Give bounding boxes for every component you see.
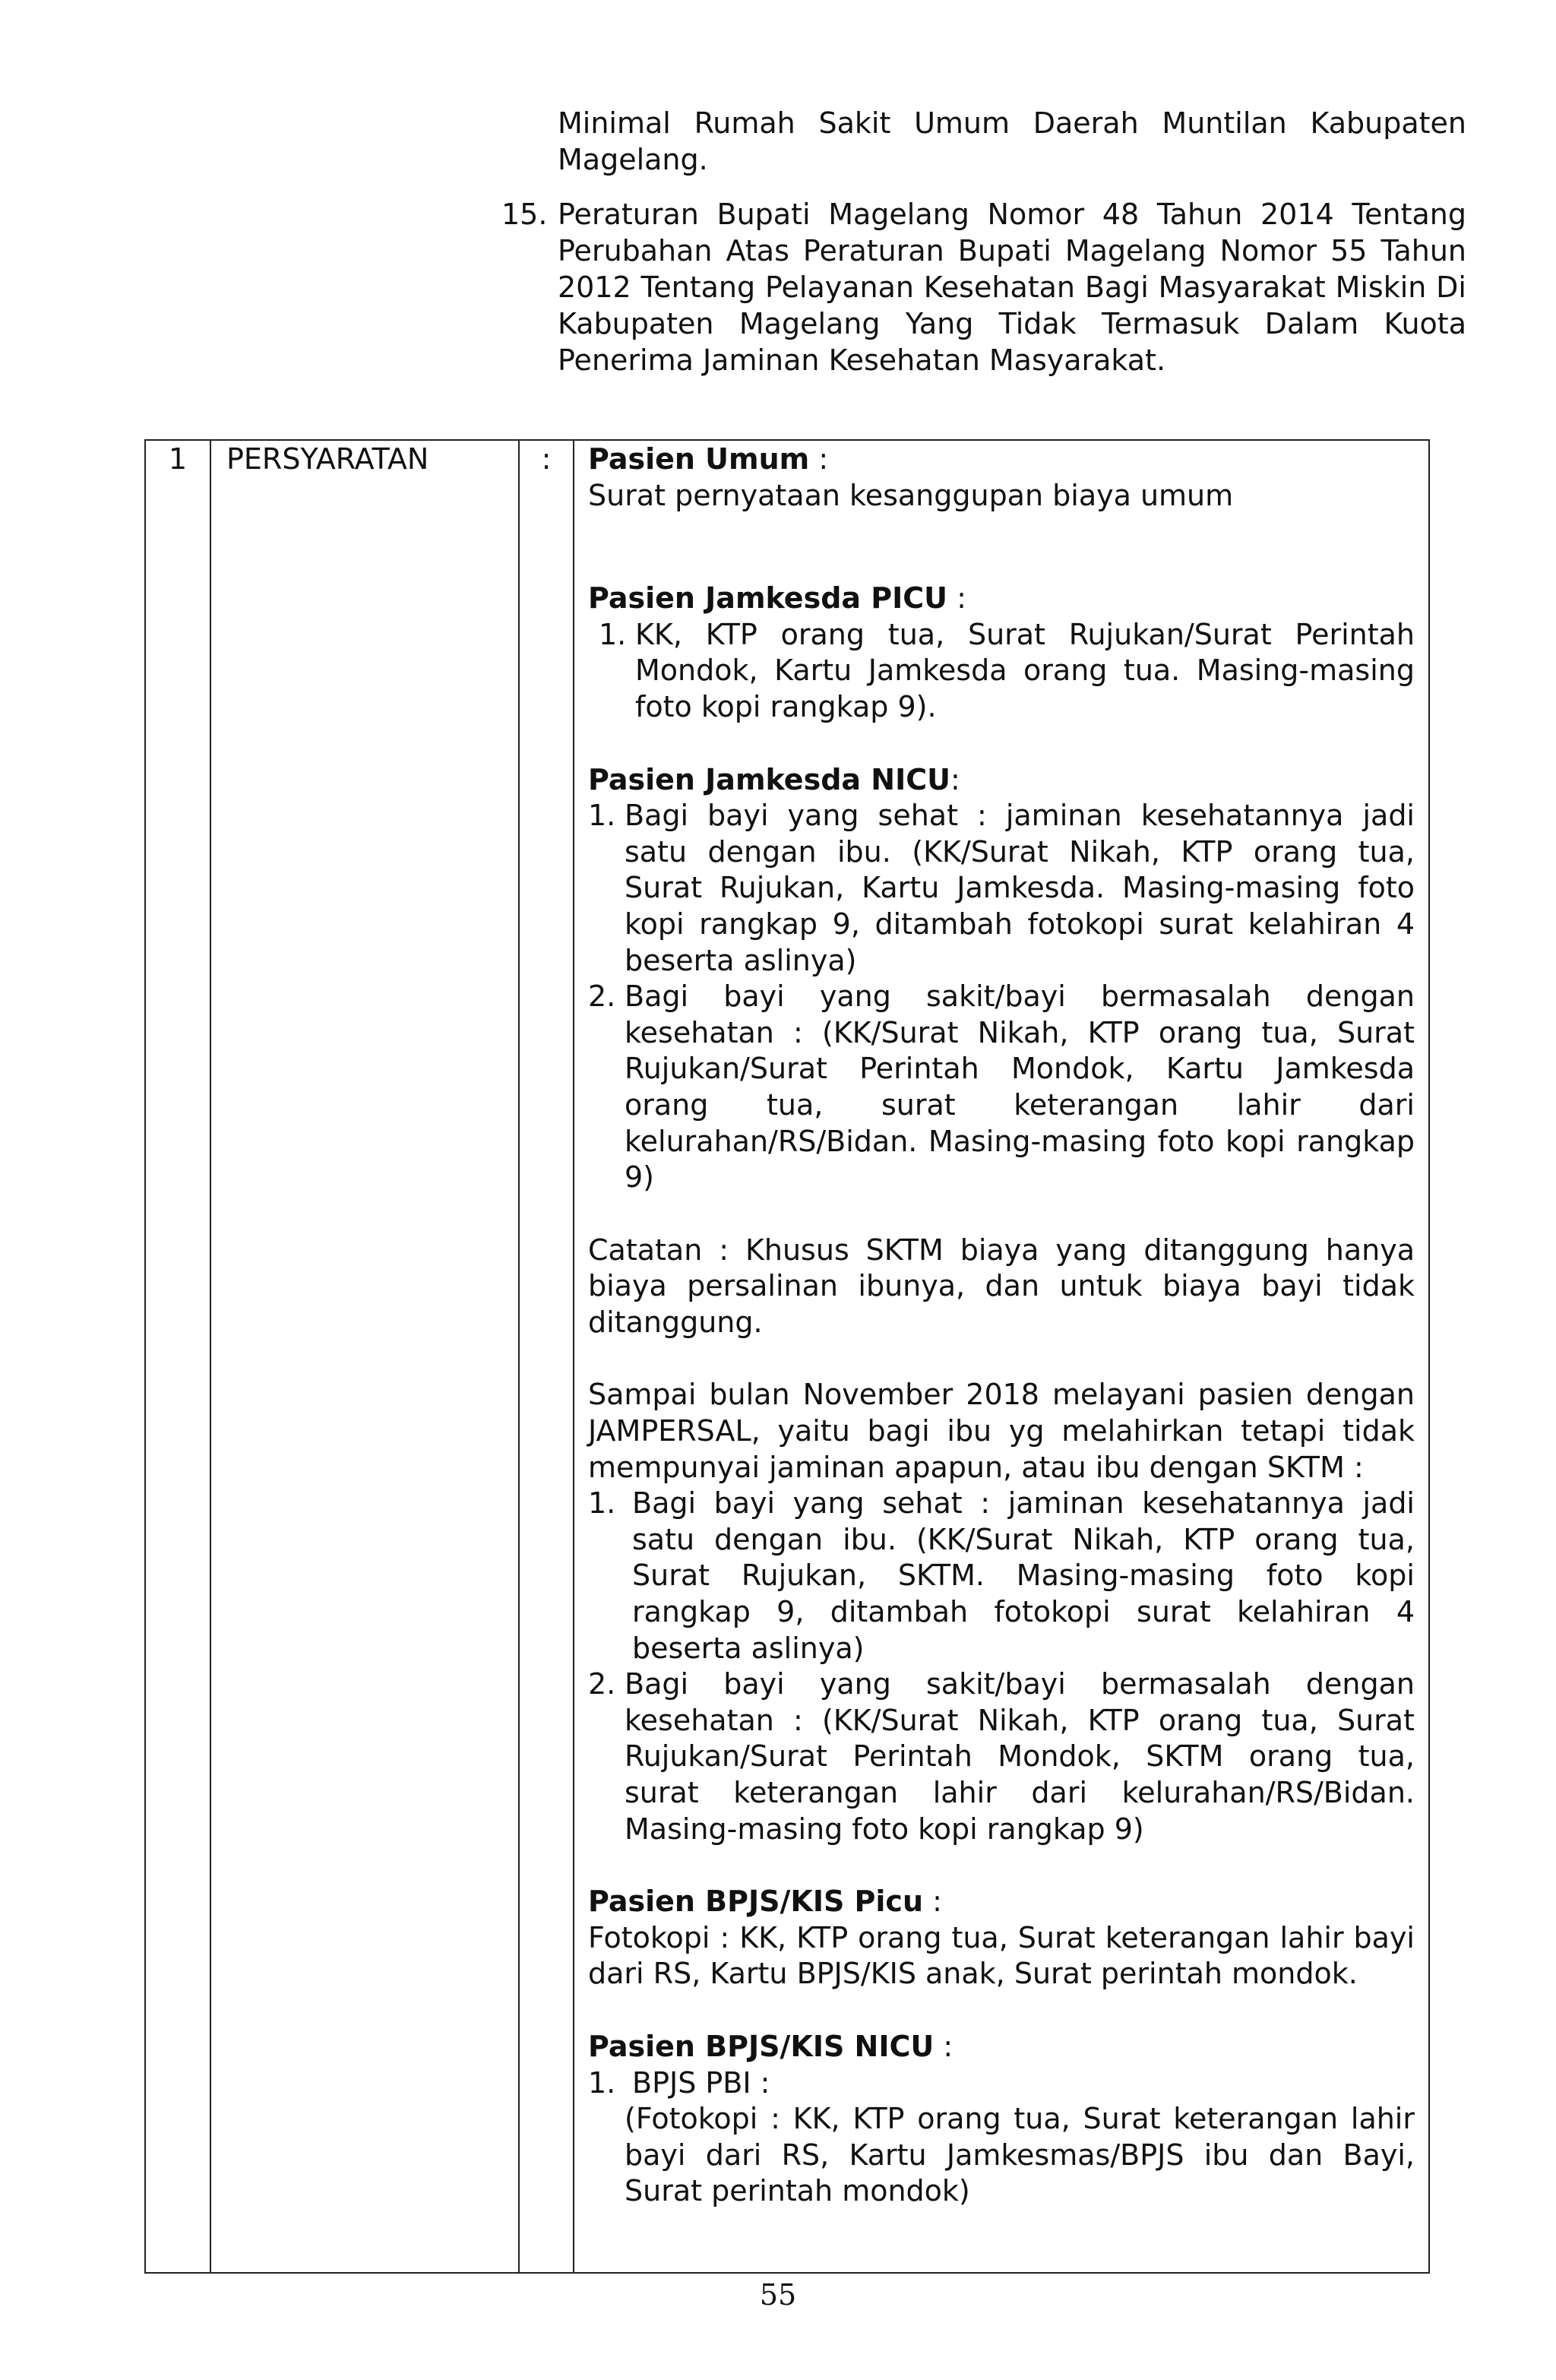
spacer [588, 1992, 1415, 2029]
list-item [588, 979, 1415, 1196]
bpjs-picu-section [588, 1884, 1415, 1992]
row-content-cell [574, 440, 1429, 2273]
list-item-number: 1. [588, 2065, 616, 2100]
requirements-table [144, 439, 1430, 2274]
jampersal-intro: Sampai bulan November 2018 melayani pasien dengan JAMPERSAL, yaitu bagi ibu yg melahirkan tetapi tidak mempunyai jaminan apapun, atau ibu dengan SKTM : [588, 1378, 1415, 1484]
list-item-number: 1. [588, 1486, 616, 1521]
list-item-text: Bagi bayi yang sehat : jaminan kesehatannya jadi satu dengan ibu. (KK/Surat Nikah, KTP orang tua, Surat Rujukan, Kartu Jamkesda. Masing-masing foto kopi rangkap 9, ditambah fotokopi surat kelahiran 4 beserta aslinya) [625, 799, 1415, 977]
list-item [588, 1486, 1415, 1666]
nicu-colon: : [950, 762, 960, 796]
list-item-text: Bagi bayi yang sakit/bayi bermasalah dengan kesehatan : (KK/Surat Nikah, KTP orang tua, Surat Rujukan/Surat Perintah Mondok, Kartu Jamkesda orang tua, surat keterangan lahir dari kelurahan/RS/Bidan. Masing-masing foto kopi rangkap 9) [625, 980, 1415, 1195]
bpjs-nicu-heading: Pasien BPJS/KIS NICU [588, 2029, 935, 2063]
jampersal-section [588, 1377, 1415, 1847]
list-item-text: KK, KTP orang tua, Surat Rujukan/Surat Perintah Mondok, Kartu Jamkesda orang tua. Masing-masing foto kopi rangkap 9). [635, 617, 1415, 723]
nicu-list [588, 798, 1415, 1196]
preamble-continued-text: Minimal Rumah Sakit Umum Daerah Muntilan Kabupaten Magelang. [558, 106, 1466, 176]
row-label-cell [210, 440, 519, 2273]
row-label: PERSYARATAN [226, 442, 429, 476]
row-separator: : [541, 442, 552, 476]
list-item-number: 2. [588, 980, 616, 1014]
bpjs-nicu-colon: : [934, 2029, 954, 2063]
list-item [588, 798, 1415, 979]
preamble-item-15-number: 15. [501, 198, 548, 231]
spacer [588, 514, 1415, 581]
umum-heading: Pasien Umum [588, 442, 810, 476]
spacer [588, 1196, 1415, 1233]
list-item-label: BPJS PBI : [632, 2065, 770, 2100]
list-item-number: 1. [588, 799, 616, 833]
spacer [588, 1847, 1415, 1884]
table-row [145, 440, 1429, 2273]
row-separator-cell [519, 440, 574, 2273]
list-item-number: 2. [588, 1667, 616, 1701]
umum-section [588, 442, 1415, 514]
bpjs-picu-colon: : [923, 1885, 942, 1919]
page-number: 55 [759, 2278, 797, 2312]
row-number: 1 [168, 442, 188, 476]
list-item-number: 1. [599, 617, 627, 651]
preamble-item-15 [501, 196, 1466, 378]
preamble-item-15-text: Peraturan Bupati Magelang Nomor 48 Tahun 2014 Tentang Perubahan Atas Peraturan Bupati Magelang Nomor 55 Tahun 2012 Tentang Pelayanan Kesehatan Bagi Masyarakat Miskin Di Kabupaten Magelang Yang Tidak Termasuk Dalam Kuota Penerima Jaminan Kesehatan Masyarakat. [558, 198, 1466, 377]
list-item [588, 1666, 1415, 1847]
row-number-cell [145, 440, 210, 2273]
preamble-continued-paragraph [501, 105, 1466, 178]
list-item [588, 2065, 1415, 2102]
list-item-text: Bagi bayi yang sakit/bayi bermasalah dengan kesehatan : (KK/Surat Nikah, KTP orang tua, Surat Rujukan/Surat Perintah Mondok, SKTM orang tua, surat keterangan lahir dari kelurahan/RS/Bidan. Masing-masing foto kopi rangkap 9) [625, 1667, 1415, 1846]
spacer [588, 726, 1415, 762]
umum-text: Surat pernyataan kesanggupan biaya umum [588, 478, 1234, 512]
spacer [588, 1340, 1415, 1377]
bpjs-nicu-list [588, 2065, 1415, 2102]
list-item-text: Bagi bayi yang sehat : jaminan kesehatannya jadi satu dengan ibu. (KK/Surat Nikah, KTP orang tua, Surat Rujukan, SKTM. Masing-masing foto kopi rangkap 9, ditambah fotokopi surat kelahiran 4 beserta aslinya) [632, 1486, 1415, 1665]
jampersal-list [588, 1486, 1415, 1847]
picu-colon: : [947, 581, 966, 616]
content-body [574, 441, 1428, 2210]
picu-section [588, 581, 1415, 725]
bpjs-nicu-section [588, 2029, 1415, 2210]
catatan-note: Catatan : Khusus SKTM biaya yang ditanggung hanya biaya persalinan ibunya, dan untuk biaya bayi tidak ditanggung. [588, 1233, 1415, 1339]
bpjs-picu-text: Fotokopi : KK, KTP orang tua, Surat keterangan lahir bayi dari RS, Kartu BPJS/KIS anak, Surat perintah mondok. [588, 1920, 1415, 1991]
list-item [588, 617, 1415, 726]
picu-list [588, 617, 1415, 726]
bpjs-picu-heading: Pasien BPJS/KIS Picu [588, 1885, 924, 1919]
nicu-section [588, 762, 1415, 1196]
picu-heading: Pasien Jamkesda PICU [588, 581, 947, 616]
bpjs-nicu-item-text: (Fotokopi : KK, KTP orang tua, Surat keterangan lahir bayi dari RS, Kartu Jamkesmas/BPJS ibu dan Bayi, Surat perintah mondok) [625, 2102, 1415, 2208]
umum-colon: : [809, 442, 829, 476]
nicu-heading: Pasien Jamkesda NICU [588, 762, 950, 796]
